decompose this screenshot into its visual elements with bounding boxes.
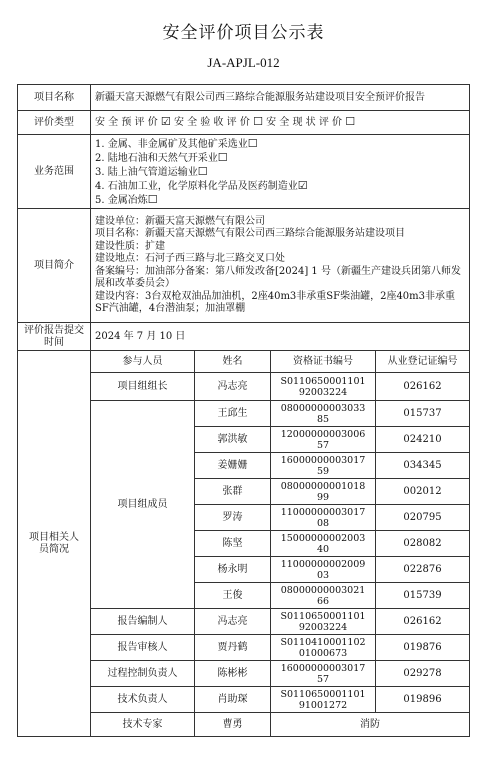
eval-option-status-checkbox[interactable]: ☐ [345, 115, 356, 128]
leader-name: 冯志亮 [195, 373, 271, 401]
member-reg: 024210 [376, 427, 470, 453]
eval-type-label: 评价类型 [18, 111, 91, 135]
eval-option-pre-checkbox[interactable]: ☑ [160, 115, 171, 128]
page-title: 安全评价项目公示表 [162, 23, 325, 43]
member-role: 项目组成员 [91, 401, 195, 609]
project-name-label: 项目名称 [18, 85, 91, 111]
staff-header-role: 参与人员 [91, 351, 195, 373]
intro-line: 建设性质：扩建 [95, 240, 165, 252]
scope-checkbox[interactable]: ☐ [247, 136, 258, 150]
scope-label: 业务范围 [18, 135, 91, 209]
member-reg: 015739 [376, 583, 470, 609]
expert-field: 消防 [271, 713, 470, 737]
staff-cert: S0110650001101 92003224 [271, 609, 376, 635]
leader-reg: 026162 [376, 373, 470, 401]
staff-role: 报告审核人 [91, 635, 195, 661]
scope-item: 3. 陆上油气管道运输业☐ [95, 164, 208, 178]
member-cert: 12000000003006 57 [271, 427, 376, 453]
intro-content [91, 209, 470, 323]
staff-reg: 029278 [376, 661, 470, 687]
staff-section-label: 项目相关人员简况 [18, 351, 91, 737]
member-reg: 002012 [376, 479, 470, 505]
member-reg: 015737 [376, 401, 470, 427]
staff-role: 技术负责人 [91, 687, 195, 713]
intro-line: 项目名称：新疆天富天源燃气有限公司西三路综合能源服务站建设项目 [95, 228, 405, 239]
member-name: 张群 [195, 479, 271, 505]
disclosure-table [17, 84, 470, 737]
staff-header-reg: 从业登记证编号 [376, 351, 470, 373]
staff-name: 冯志亮 [195, 609, 271, 635]
report-date-value: 2024 年 7 月 10 日 [91, 323, 470, 351]
member-reg: 022876 [376, 557, 470, 583]
staff-cert: S0110410001102 01000673 [271, 635, 376, 661]
scope-item: 1. 金属、非金属矿及其他矿采选业☐ [95, 136, 258, 150]
staff-reg: 026162 [376, 609, 470, 635]
member-cert: 11000000002009 03 [271, 557, 376, 583]
member-reg: 028082 [376, 531, 470, 557]
staff-header-cert: 资格证书编号 [271, 351, 376, 373]
member-reg: 020795 [376, 505, 470, 531]
member-cert: 16000000003017 59 [271, 453, 376, 479]
intro-line: 建设地点：石河子西三路与北三路交叉口处 [95, 253, 285, 264]
staff-role: 报告编制人 [91, 609, 195, 635]
leader-role: 项目组组长 [91, 373, 195, 401]
scope-checkbox[interactable]: ☑ [297, 178, 308, 192]
leader-cert: S0110650001101 92003224 [271, 373, 376, 401]
member-name: 陈坚 [195, 531, 271, 557]
member-cert: 08000000003021 66 [271, 583, 376, 609]
eval-option-pre: 安 全 预 评 价 [95, 117, 158, 128]
eval-option-acceptance-checkbox[interactable]: ☐ [253, 115, 263, 128]
member-name: 郭洪敏 [195, 427, 271, 453]
document-code: JA-APJL-012 [207, 55, 280, 70]
staff-role: 过程控制负责人 [91, 661, 195, 687]
expert-name: 曹勇 [195, 713, 271, 737]
eval-type-options [91, 111, 470, 135]
staff-header-name: 姓名 [195, 351, 271, 373]
scope-item: 4. 石油加工业，化学原料化学品及医药制造业☑ [95, 178, 308, 192]
staff-cert: 16000000003017 57 [271, 661, 376, 687]
report-date-label: 评价报告提交时间 [18, 323, 91, 351]
member-cert: 08000000001018 99 [271, 479, 376, 505]
intro-line: 建设单位：新疆天富天源燃气有限公司 [95, 215, 265, 227]
staff-name: 贾丹鹤 [195, 635, 271, 661]
member-cert: 15000000002003 40 [271, 531, 376, 557]
project-name-value: 新疆天富天源燃气有限公司西三路综合能源服务站建设项目安全预评价报告 [91, 85, 470, 111]
staff-reg: 019896 [376, 687, 470, 713]
staff-reg: 019876 [376, 635, 470, 661]
member-reg: 034345 [376, 453, 470, 479]
intro-label: 项目简介 [18, 209, 91, 323]
scope-item: 2. 陆地石油和天然气开采业☐ [95, 150, 228, 164]
member-name: 王俊 [195, 583, 271, 609]
member-name: 罗涛 [195, 505, 271, 531]
scope-item: 5. 金属冶炼☐ [95, 192, 158, 206]
scope-checkbox[interactable]: ☐ [217, 150, 228, 164]
scope-list [91, 135, 470, 209]
staff-name: 陈彬彬 [195, 661, 271, 687]
eval-option-acceptance: 安 全 验 收 评 价 [173, 117, 250, 128]
scope-checkbox[interactable]: ☐ [197, 164, 208, 178]
member-cert: 08000000003033 85 [271, 401, 376, 427]
member-name: 姜姗姗 [195, 453, 271, 479]
staff-cert: S0110650001101 91001272 [271, 687, 376, 713]
intro-line: 备案编号：加油部分备案：第八师发改备[2024] 1 号（新疆生产建设兵团第八师发展和改革委员会） [95, 265, 461, 289]
member-name: 王邱生 [195, 401, 271, 427]
member-cert: 11000000003017 08 [271, 505, 376, 531]
member-name: 杨永明 [195, 557, 271, 583]
staff-name: 肖助琛 [195, 687, 271, 713]
eval-option-status: 安 全 现 状 评 价 [266, 117, 343, 128]
intro-line: 建设内容：3台双枪双油品加油机，2座40m3非承重SF柴油罐，2座40m3非承重SF汽油罐，4台潜油泵；加油罩棚 [95, 290, 456, 314]
expert-role: 技术专家 [91, 713, 195, 737]
scope-checkbox[interactable]: ☐ [147, 192, 158, 206]
